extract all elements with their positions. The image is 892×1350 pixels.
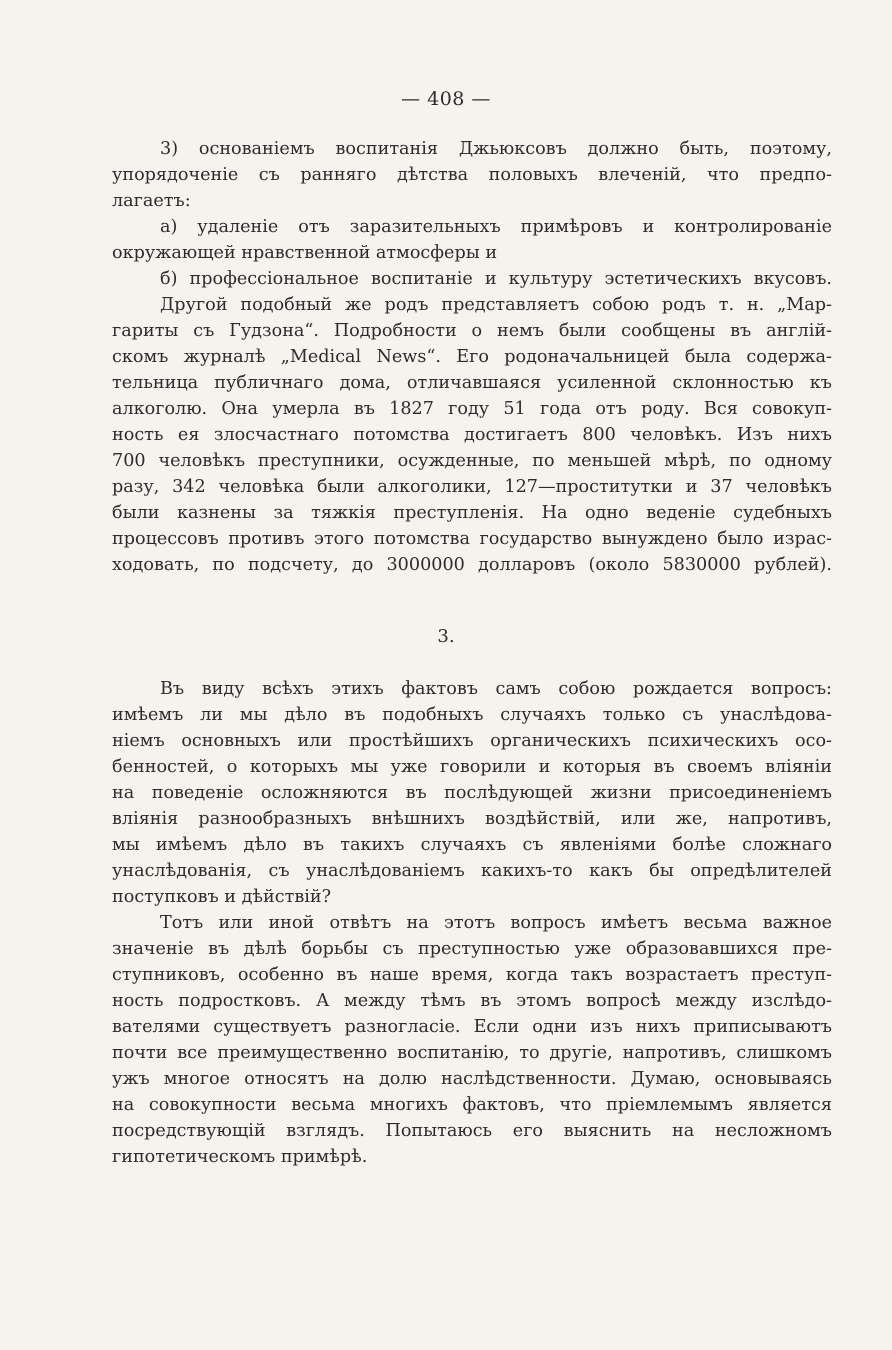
text-line: ность подростковъ. А между тѣмъ въ этомъ вопросѣ между изслѣдо- (112, 991, 832, 1011)
text-line: нiемъ основныхъ или простѣйшихъ органическихъ психическихъ осо- (112, 731, 832, 751)
text-block-bottom (112, 676, 832, 1170)
text-line: а) удаленiе отъ заразительныхъ примѣровъ и контролированiе (160, 217, 832, 237)
text-line: разу, 342 человѣка были алкоголики, 127—проститутки и 37 человѣкъ (112, 477, 832, 497)
text-line: 3) основанiемъ воспитанiя Джьюксовъ должно быть, поэтому, (160, 139, 832, 159)
text-line: ужъ многое относятъ на долю наслѣдственности. Думаю, основываясь (112, 1069, 832, 1089)
text-line: почти все преимущественно воспитанiю, то другiе, напротивъ, слишкомъ (112, 1043, 832, 1063)
text-line: на совокупности весьма многихъ фактовъ, что прiемлемымъ является (112, 1095, 832, 1115)
text-line: на поведенiе осложняются въ послѣдующей жизни присоединенiемъ (112, 783, 832, 803)
text-line: влiянiя разнообразныхъ внѣшнихъ воздѣйствiй, или же, напротивъ, (112, 809, 832, 829)
text-line: мы имѣемъ дѣло въ такихъ случаяхъ съ явленiями болѣе сложнаго (112, 835, 832, 855)
text-line: гариты съ Гудзона“. Подробности о немъ были сообщены въ англiй- (112, 321, 832, 341)
text-line: б) профессiональное воспитанiе и культуру эстетическихъ вкусовъ. (160, 269, 832, 289)
text-line: унаслѣдованiя, съ унаслѣдованiемъ какихъ-то какъ бы опредѣлителей (112, 861, 832, 881)
text-block-top (112, 136, 832, 578)
text-line: Въ виду всѣхъ этихъ фактовъ самъ собою рождается вопросъ: (160, 679, 832, 699)
text-line: процессовъ противъ этого потомства государство вынуждено было израс- (112, 529, 832, 549)
text-line: гипотетическомъ примѣрѣ. (112, 1147, 368, 1167)
text-line: упорядоченiе съ ранняго дѣтства половыхъ влеченiй, что предпо- (112, 165, 832, 185)
section-number: 3. (437, 626, 455, 647)
text-line: тельница публичнаго дома, отличавшаяся усиленной склонностью къ (112, 373, 832, 393)
text-line: посредствующiй взглядъ. Попытаюсь его выяснить на несложномъ (112, 1121, 832, 1141)
text-line: бенностей, о которыхъ мы уже говорили и которыя въ своемъ влiянiи (112, 757, 832, 777)
text-line: Тотъ или иной отвѣтъ на этотъ вопросъ имѣетъ весьма важное (160, 913, 832, 933)
page-number: — 408 — (401, 88, 491, 110)
text-line: были казнены за тяжкiя преступленiя. На одно веденiе судебныхъ (112, 503, 832, 523)
text-line: окружающей нравственной атмосферы и (112, 243, 498, 263)
text-line: Другой подобный же родъ представляетъ собою родъ т. н. „Мар- (160, 295, 832, 315)
text-line: ступниковъ, особенно въ наше время, когда такъ возрастаетъ преступ- (112, 965, 832, 985)
text-line: 700 человѣкъ преступники, осужденные, по меньшей мѣрѣ, по одному (112, 451, 832, 471)
text-line: лагаетъ: (112, 191, 191, 211)
text-line: скомъ журналѣ „Medical News“. Его родоначальницей была содержа- (112, 347, 832, 367)
text-line: ность ея злосчастнаго потомства достигаетъ 800 человѣкъ. Изъ нихъ (112, 425, 832, 445)
text-line: поступковъ и дѣйствiй? (112, 887, 332, 907)
text-line: имѣемъ ли мы дѣло въ подобныхъ случаяхъ только съ унаслѣдова- (112, 705, 832, 725)
text-line: алкоголю. Она умерла въ 1827 году 51 года отъ роду. Вся совокуп- (112, 399, 832, 419)
text-line: ходовать, по подсчету, до 3000000 долларовъ (около 5830000 рублей). (112, 555, 832, 575)
text-line: вателями существуетъ разногласiе. Если одни изъ нихъ приписываютъ (112, 1017, 832, 1037)
text-line: значенiе въ дѣлѣ борьбы съ преступностью уже образовавшихся пре- (112, 939, 832, 959)
